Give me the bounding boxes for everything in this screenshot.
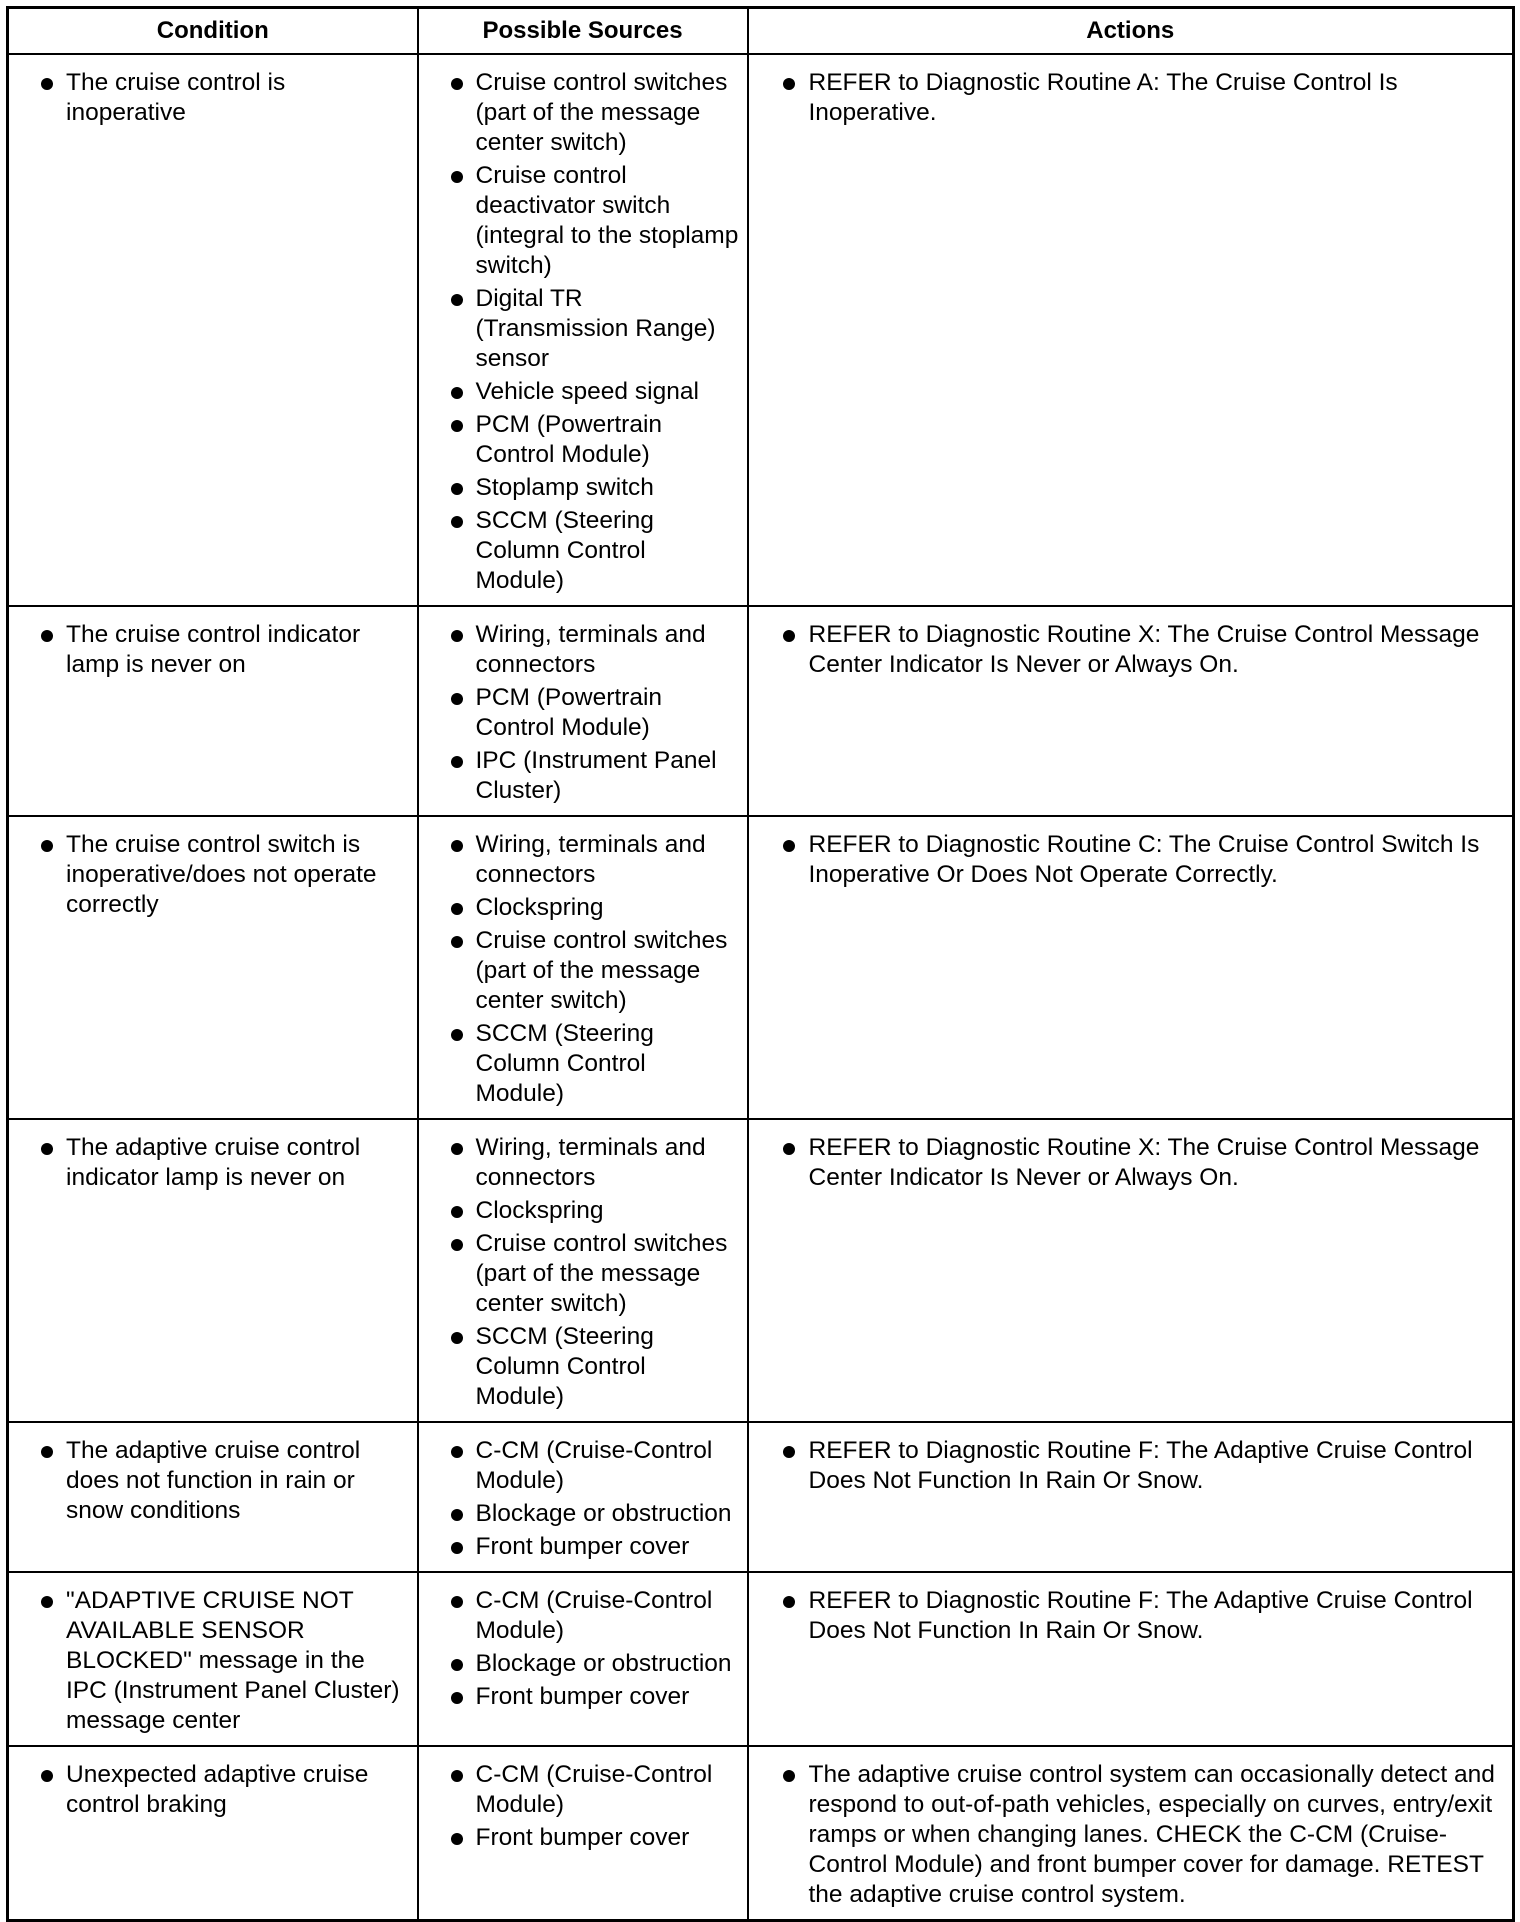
action-text: REFER to Diagnostic Routine F: The Adaptive Cruise Control Does Not Function In Rain Or Snow. [757, 1436, 1505, 1496]
symptom-table [6, 6, 1515, 1922]
condition-cell [8, 1572, 418, 1746]
action-text: REFER to Diagnostic Routine F: The Adaptive Cruise Control Does Not Function In Rain Or Snow. [757, 1586, 1505, 1646]
action-text: REFER to Diagnostic Routine X: The Cruise Control Message Center Indicator Is Never or Always On. [757, 620, 1505, 680]
source-item: Cruise control deactivator switch (integral to the stoplamp switch) [427, 161, 739, 281]
condition-text: The cruise control switch is inoperative/does not operate correctly [17, 830, 409, 920]
condition-text: The cruise control is inoperative [17, 68, 409, 128]
table-row [8, 606, 1514, 816]
table-row [8, 1572, 1514, 1746]
action-text: REFER to Diagnostic Routine A: The Cruise Control Is Inoperative. [757, 68, 1505, 128]
condition-cell [8, 1746, 418, 1921]
condition-cell [8, 1422, 418, 1572]
table-row [8, 54, 1514, 606]
source-item: Vehicle speed signal [427, 377, 739, 407]
condition-cell [8, 816, 418, 1119]
source-item: C-CM (Cruise-Control Module) [427, 1760, 739, 1820]
action-cell [748, 606, 1514, 816]
source-item: Wiring, terminals and connectors [427, 620, 739, 680]
action-text: REFER to Diagnostic Routine C: The Cruise Control Switch Is Inoperative Or Does Not Operate Correctly. [757, 830, 1505, 890]
condition-text: Unexpected adaptive cruise control braking [17, 1760, 409, 1820]
source-item: Wiring, terminals and connectors [427, 1133, 739, 1193]
action-text: REFER to Diagnostic Routine X: The Cruise Control Message Center Indicator Is Never or Always On. [757, 1133, 1505, 1193]
action-text: The adaptive cruise control system can occasionally detect and respond to out-of-path vehicles, especially on curves, entry/exit ramps or when changing lanes. CHECK the C-CM (Cruise-Control Module) and front bumper cover for damage. RETEST the adaptive cruise control system. [757, 1760, 1505, 1910]
sources-cell [418, 1746, 748, 1921]
condition-text: The cruise control indicator lamp is never on [17, 620, 409, 680]
source-item: Cruise control switches (part of the message center switch) [427, 926, 739, 1016]
source-item: Front bumper cover [427, 1682, 739, 1712]
source-item: Blockage or obstruction [427, 1649, 739, 1679]
source-item: IPC (Instrument Panel Cluster) [427, 746, 739, 806]
sources-cell [418, 606, 748, 816]
source-item: SCCM (Steering Column Control Module) [427, 506, 739, 596]
action-cell [748, 1572, 1514, 1746]
source-item: C-CM (Cruise-Control Module) [427, 1586, 739, 1646]
source-item: Digital TR (Transmission Range) sensor [427, 284, 739, 374]
table-row [8, 816, 1514, 1119]
table-row [8, 1422, 1514, 1572]
header-actions: Actions [748, 8, 1514, 55]
condition-cell [8, 606, 418, 816]
source-item: Clockspring [427, 1196, 739, 1226]
action-cell [748, 816, 1514, 1119]
header-condition: Condition [8, 8, 418, 55]
sources-cell [418, 54, 748, 606]
condition-text: The adaptive cruise control indicator lamp is never on [17, 1133, 409, 1193]
source-item: Cruise control switches (part of the message center switch) [427, 1229, 739, 1319]
source-item: Cruise control switches (part of the message center switch) [427, 68, 739, 158]
source-item: Clockspring [427, 893, 739, 923]
symptom-chart [6, 6, 1512, 1922]
condition-cell [8, 1119, 418, 1422]
source-item: PCM (Powertrain Control Module) [427, 683, 739, 743]
header-possible-sources: Possible Sources [418, 8, 748, 55]
table-row [8, 1119, 1514, 1422]
source-item: PCM (Powertrain Control Module) [427, 410, 739, 470]
source-item: SCCM (Steering Column Control Module) [427, 1019, 739, 1109]
action-cell [748, 1746, 1514, 1921]
header-row [8, 8, 1514, 55]
action-cell [748, 1119, 1514, 1422]
action-cell [748, 1422, 1514, 1572]
sources-cell [418, 1422, 748, 1572]
sources-cell [418, 816, 748, 1119]
source-item: Front bumper cover [427, 1823, 739, 1853]
source-item: Front bumper cover [427, 1532, 739, 1562]
table-row [8, 1746, 1514, 1921]
source-item: SCCM (Steering Column Control Module) [427, 1322, 739, 1412]
sources-cell [418, 1119, 748, 1422]
condition-cell [8, 54, 418, 606]
condition-text: The adaptive cruise control does not function in rain or snow conditions [17, 1436, 409, 1526]
source-item: Blockage or obstruction [427, 1499, 739, 1529]
source-item: Wiring, terminals and connectors [427, 830, 739, 890]
source-item: C-CM (Cruise-Control Module) [427, 1436, 739, 1496]
source-item: Stoplamp switch [427, 473, 739, 503]
action-cell [748, 54, 1514, 606]
sources-cell [418, 1572, 748, 1746]
condition-text: "ADAPTIVE CRUISE NOT AVAILABLE SENSOR BLOCKED" message in the IPC (Instrument Panel Cluster) message center [17, 1586, 409, 1736]
